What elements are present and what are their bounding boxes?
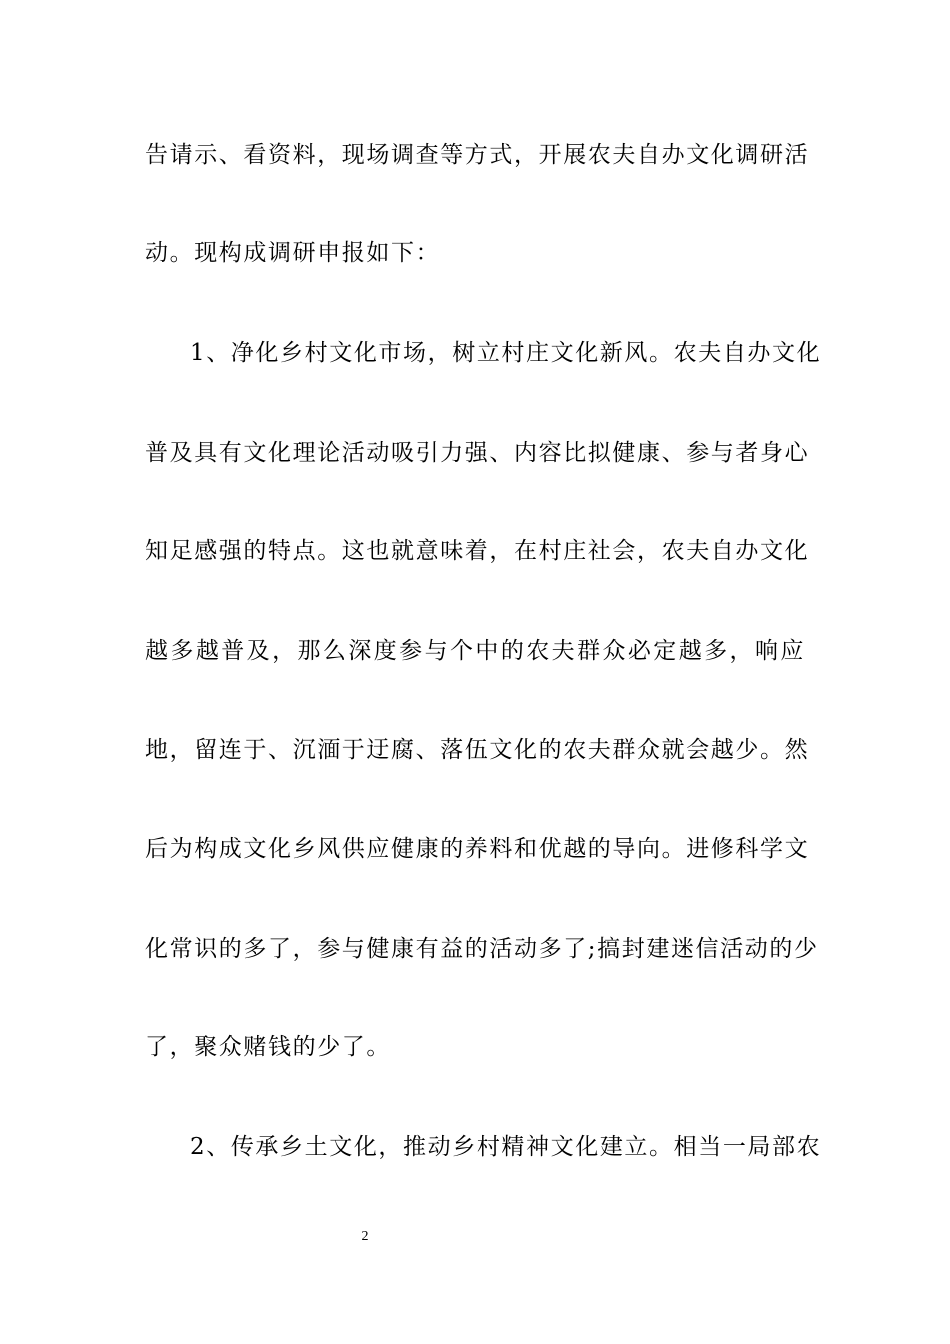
body-text-line: 知足感强的特点。这也就意味着，在村庄社会，农夫自办文化 [145,538,810,564]
body-text-line: 后为构成文化乡风供应健康的养料和优越的导向。进修科学文 [145,836,810,862]
body-text-line: 动。现构成调研申报如下： [145,240,441,266]
body-text-line: 普及具有文化理论活动吸引力强、内容比拟健康、参与者身心 [145,440,810,466]
body-text-line: 越多越普及，那么深度参与个中的农夫群众必定越多，响应 [145,638,805,664]
body-text-line: 了，聚众赌钱的少了。 [145,1034,391,1060]
body-text-line: 地，留连于、沉湎于迂腐、落伍文化的农夫群众就会越少。然 [145,737,810,763]
body-text-line: 2、传承乡土文化，推动乡村精神文化建立。相当一局部农 [190,1134,822,1160]
body-text-line: 1、净化乡村文化市场，树立村庄文化新风。农夫自办文化 [190,340,822,366]
body-text-line: 化常识的多了，参与健康有益的活动多了;搞封建迷信活动的少 [145,936,819,962]
body-text-line: 告请示、看资料，现场调查等方式，开展农夫自办文化调研活 [145,142,810,168]
page-number: 2 [361,1229,369,1244]
